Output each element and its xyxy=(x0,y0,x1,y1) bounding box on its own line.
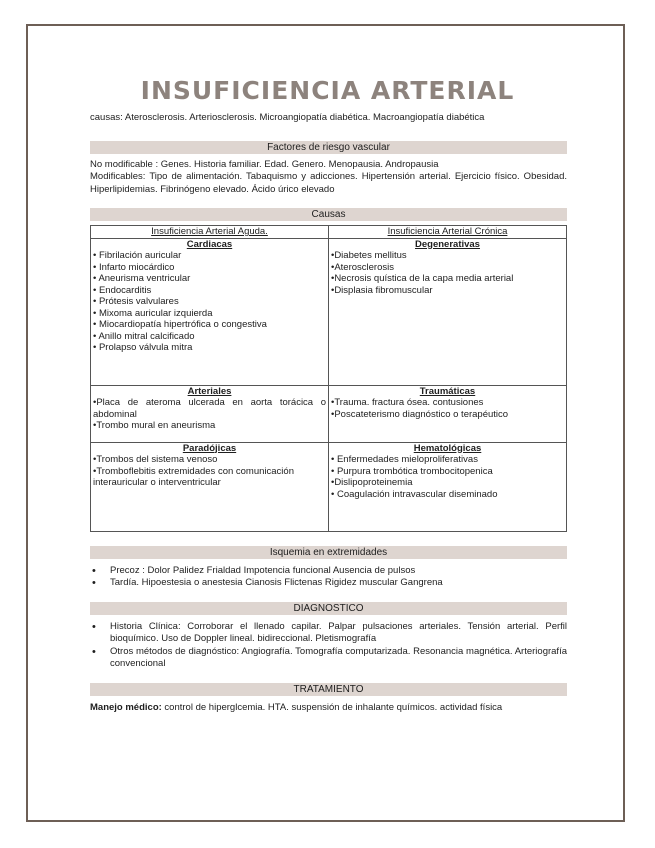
col-aguda: Insuficiencia Arterial Aguda. xyxy=(91,226,329,239)
list-item: •Tromboflebitis extremidades con comunicación interauricular o interventricular xyxy=(93,465,294,488)
tratamiento-body: control de hiperglcemia. HTA. suspensión de inhalante químicos. actividad física xyxy=(161,701,503,713)
section-bar-diagnostico: DIAGNOSTICO xyxy=(90,602,567,615)
list-item: • Coagulación intravascular diseminado xyxy=(331,488,498,500)
list-item: •Necrosis quística de la capa media arterial xyxy=(331,273,514,284)
list-item: •Trombos del sistema venoso xyxy=(93,454,218,465)
list-item: • Purpura trombótica trombocitopenica xyxy=(331,465,493,477)
cell-degenerativas xyxy=(329,238,567,385)
tratamiento-text xyxy=(90,702,567,715)
cell-cardiacas xyxy=(91,238,329,385)
list-item: • Prótesis valvulares xyxy=(93,296,179,307)
cardiacas-title: Cardiacas xyxy=(186,238,233,250)
modificables-text: Modificables: Tipo de alimentación. Tabaquismo y adicciones. Hipertensión arterial. Ejercicio físico. Obesidad. Hiperlipidemias. Fibrinógeno elevado. Ácido úrico elevado xyxy=(90,171,567,195)
page-title: INSUFICIENCIA ARTERIAL xyxy=(140,76,515,105)
list-item: • Prolapso válvula mitra xyxy=(93,342,193,353)
list-item: •Trombo mural en aneurisma xyxy=(93,420,216,431)
section-bar-tratamiento: TRATAMIENTO xyxy=(90,683,567,696)
section-bar-isquemia: Isquemia en extremidades xyxy=(90,546,567,559)
list-item: •Aterosclerosis xyxy=(331,261,394,273)
table-header-row xyxy=(91,226,567,239)
cell-paradojicas xyxy=(91,442,329,531)
traumaticas-title: Traumáticas xyxy=(419,385,476,397)
cell-traumaticas xyxy=(329,385,567,442)
causes-table xyxy=(90,225,567,532)
list-item: •Displasia fibromuscular xyxy=(331,284,433,296)
list-item: •Placa de ateroma ulcerada en aorta torácica o abdominal xyxy=(93,397,326,420)
no-modificable-text: No modificable : Genes. Historia familiar. Edad. Genero. Menopausia. Andropausia xyxy=(90,158,439,170)
table-row xyxy=(91,238,567,385)
section-bar-causas: Causas xyxy=(90,208,567,221)
list-item: • Infarto miocárdico xyxy=(93,261,175,273)
causas-line: causas: Aterosclerosis. Arteriosclerosis. Microangiopatía diabética. Macroangiopatía diabética xyxy=(90,112,485,123)
cell-hematologicas xyxy=(329,442,567,531)
tratamiento-label: Manejo médico: xyxy=(90,701,162,713)
list-item: • Aneurisma ventricular xyxy=(93,273,191,284)
list-item: • Miocardiopatía hipertrófica o congestiva xyxy=(93,319,267,330)
list-item: • Endocarditis xyxy=(93,284,152,296)
table-row xyxy=(91,385,567,442)
list-item: • Enfermedades mieloproliferativas xyxy=(331,454,478,465)
isquemia-list xyxy=(90,565,567,590)
diagnostico-list xyxy=(90,621,567,671)
list-item: • Precoz : Dolor Palidez Frialdad Impotencia funcional Ausencia de pulsos xyxy=(110,565,567,578)
paradojicas-title: Paradójicas xyxy=(182,442,237,454)
list-item: • Otros métodos de diagnóstico: Angiografía. Tomografía computarizada. Resonancia magnética. Arteriografía convencional xyxy=(110,646,567,671)
section-bar-factores: Factores de riesgo vascular xyxy=(90,141,567,154)
list-item: •Diabetes mellitus xyxy=(331,250,407,261)
col-cronica: Insuficiencia Arterial Crónica xyxy=(329,226,567,239)
hematologicas-title: Hematológicas xyxy=(413,442,482,454)
cell-arteriales xyxy=(91,385,329,442)
list-item: • Fibrilación auricular xyxy=(93,250,182,261)
document-body xyxy=(90,112,567,714)
list-item: • Tardía. Hipoestesia o anestesia Cianosis Flictenas Rigidez muscular Gangrena xyxy=(110,577,567,590)
table-row xyxy=(91,442,567,531)
list-item: •Trauma. fractura ósea. contusiones xyxy=(331,397,484,408)
arteriales-title: Arteriales xyxy=(187,385,232,397)
degenerativas-title: Degenerativas xyxy=(415,238,480,250)
list-item: • Historia Clínica: Corroborar el llenado capilar. Palpar pulsaciones arteriales. Tensión arterial. Perfil bioquímico. Uso de Doppler lineal. bidireccional. Pletismografía xyxy=(110,621,567,646)
list-item: •Dislipoproteinemia xyxy=(331,477,413,488)
list-item: • Anillo mitral calcificado xyxy=(93,330,195,342)
list-item: • Mixoma auricular izquierda xyxy=(93,307,213,319)
list-item: •Poscateterismo diagnóstico o terapéutico xyxy=(331,408,509,420)
